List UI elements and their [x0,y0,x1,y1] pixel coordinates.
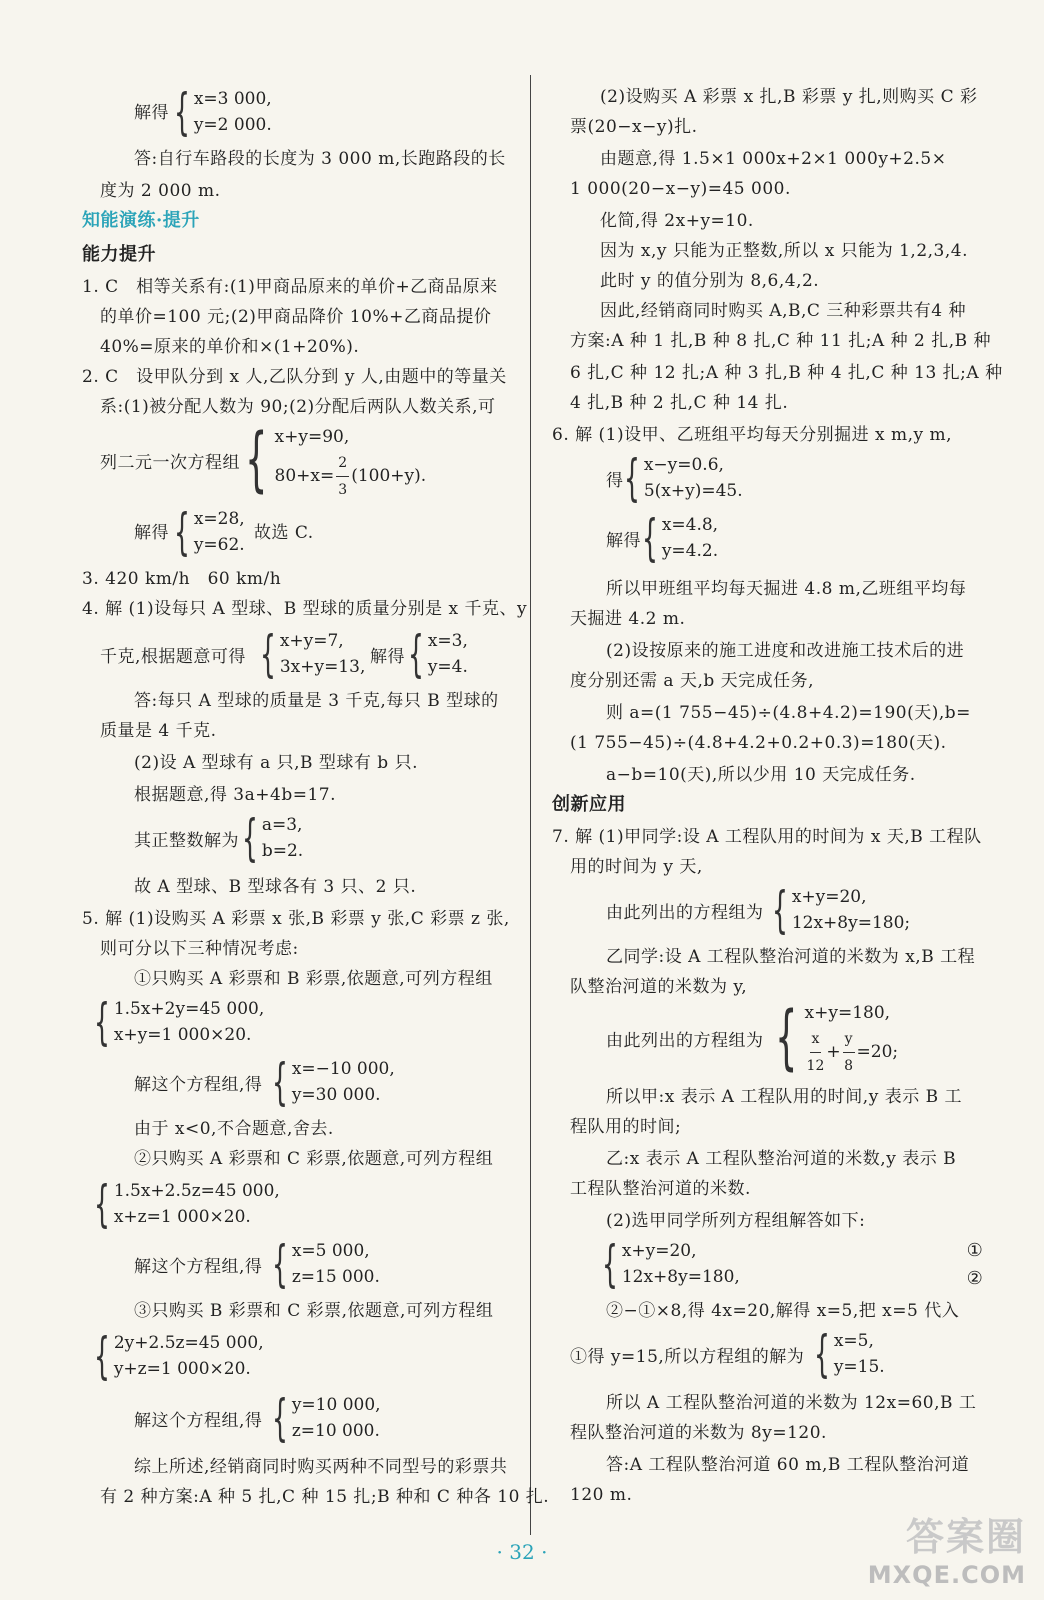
brace-icon: { [93,993,110,1051]
equation-system: { x−y=0.6, 5(x+y)=45. [623,449,743,507]
brace-icon: { [271,1053,288,1111]
text-line: 120 m. [570,1485,633,1505]
text-line: 系:(1)被分配人数为 90;(2)分配后两队人数关系,可 [100,397,496,417]
brace-icon: { [623,449,640,507]
text-line: 票(20−x−y)扎. [570,117,698,137]
equation-system: { x=3, y=4. [407,625,468,683]
equation-system: { a=3, b=2. [241,809,304,867]
equation-system: { 1.5x+2y=45 000, x+y=1 000×20. [93,993,265,1051]
text-line: 6. 解 (1)设甲、乙班组平均每天分别掘进 x m,y m, [552,425,953,445]
brace-icon: { [271,1389,288,1447]
brace-icon: { [601,1235,618,1293]
equation-system: { x+y=180, $\frac{x}{12}$ + $\frac{y}{8}$ =20; [775,996,899,1078]
text-line: 40%=原来的单价和×(1+20%). [100,337,360,357]
text-line: 因此,经销商同时购买 A,B,C 三种彩票共有4 种 [600,301,967,321]
text-line: a−b=10(天),所以少用 10 天完成任务. [606,765,916,785]
watermark-logo [866,1506,1026,1592]
text-line: ③只购买 B 彩票和 C 彩票,依题意,可列方程组 [134,1301,494,1321]
equation-system: { y=10 000, z=10 000. [271,1389,381,1447]
text-line: 化简,得 2x+y=10. [600,211,754,231]
text-line: 由此列出的方程组为 [606,1031,764,1051]
text-line: 千克,根据题意可得 [100,647,246,667]
text-line: 4 扎,B 种 2 扎,C 种 14 扎. [570,393,789,413]
brace-icon: { [771,881,788,939]
text-line: 7. 解 (1)甲同学:设 A 工程队用的时间为 x 天,B 工程队 [552,827,982,847]
text-line: 2. C 设甲队分到 x 人,乙队分到 y 人,由题中的等量关 [82,367,507,387]
text-line: 方案:A 种 1 扎,B 种 8 扎,C 种 11 扎;A 种 2 扎,B 种 [570,331,992,351]
text-line: ②只购买 A 彩票和 C 彩票,依题意,可列方程组 [134,1149,494,1169]
text-line: 天掘进 4.2 m. [570,609,686,629]
text-line: 5. 解 (1)设购买 A 彩票 x 张,B 彩票 y 张,C 彩票 z 张, [82,909,510,929]
text-line: 由此列出的方程组为 [606,903,764,923]
brace-icon: { [241,809,258,867]
text-line: 队整治河道的米数为 y, [570,977,748,997]
text-line: 解这个方程组,得 [134,1075,263,1095]
text-line: 此时 y 的值分别为 8,6,4,2. [600,271,820,291]
brace-icon: { [775,996,798,1078]
text-line: 解得 [606,531,641,551]
text-line: 有 2 种方案:A 种 5 扎,C 种 15 扎;B 种和 C 种各 10 扎. [100,1487,550,1507]
column-divider [530,75,531,1535]
brace-icon: { [93,1175,110,1233]
text-line: 答:自行车路段的长度为 3 000 m,长跑路段的长 [134,149,506,169]
brace-icon: { [407,625,424,683]
text-line: (2)设 A 型球有 a 只,B 型球有 b 只. [134,753,419,773]
text-line: 所以甲:x 表示 A 工程队用的时间,y 表示 B 工 [606,1087,963,1107]
text-line: 综上所述,经销商同时购买两种不同型号的彩票共 [134,1457,508,1477]
text-line: 根据题意,得 3a+4b=17. [134,785,336,805]
brace-icon: { [93,1327,110,1385]
section-title: 知能演练·提升 [82,210,200,231]
brace-icon: { [173,503,190,561]
equation-system: { x+y=7, 3x+y=13, [259,625,366,683]
brace-icon: { [173,83,190,141]
text-line: 故选 C. [254,523,314,543]
text-line: ①只购买 A 彩票和 B 彩票,依题意,可列方程组 [134,969,493,989]
text-line: 解得 [134,103,169,123]
text-line: 的单价=100 元;(2)甲商品降价 10%+乙商品提价 [100,307,492,327]
equation-system: { x=4.8, y=4.2. [641,509,719,567]
text-line: (2)设购买 A 彩票 x 扎,B 彩票 y 扎,则购买 C 彩 [600,87,978,107]
text-line: 1. C 相等关系有:(1)甲商品原来的单价+乙商品原来 [82,277,498,297]
text-line: 所以 A 工程队整治河道的米数为 12x=60,B 工 [606,1393,977,1413]
brace-icon: { [245,418,268,500]
equation-number: ① [966,1240,984,1261]
text-line: 所以甲班组平均每天掘进 4.8 m,乙班组平均每 [606,579,967,599]
text-line: (2)设按原来的施工进度和改进施工技术后的进 [606,641,965,661]
text-line: 因为 x,y 只能为正整数,所以 x 只能为 1,2,3,4. [600,241,968,261]
equation-system: { x=−10 000, y=30 000. [271,1053,395,1111]
text-line: 则可分以下三种情况考虑: [100,939,299,959]
text-line: 4. 解 (1)设每只 A 型球、B 型球的质量分别是 x 千克、y [82,599,528,619]
text-line: (1 755−45)÷(4.8+4.2+0.2+0.3)=180(天). [570,733,947,753]
subsection-title: 创新应用 [552,794,626,815]
text-line: 1 000(20−x−y)=45 000. [570,179,791,199]
equation-number: ② [966,1268,984,1289]
text-line: 程队整治河道的米数为 8y=120. [570,1423,827,1443]
brace-icon: { [813,1325,830,1383]
text-line: 乙同学:设 A 工程队整治河道的米数为 x,B 工程 [606,947,976,967]
text-line: 由题意,得 1.5×1 000x+2×1 000y+2.5× [600,149,947,169]
equation-system: { x=28, y=62. [173,503,245,561]
text-line: 解这个方程组,得 [134,1411,263,1431]
equation-system: { x+y=90, 80+x= $\frac{2}{3}$ (100+y). [245,418,427,500]
text-line: 列二元一次方程组 [100,453,240,473]
text-line: 程队用的时间; [570,1117,682,1137]
text-line: 乙:x 表示 A 工程队整治河道的米数,y 表示 B [606,1149,957,1169]
text-line: 3. 420 km/h 60 km/h [82,569,282,589]
text-line: 工程队整治河道的米数. [570,1179,751,1199]
equation-system: { x=5 000, z=15 000. [271,1235,380,1293]
watermark-text: 答案圈 [905,1515,1026,1559]
text-line: ①得 y=15,所以方程组的解为 [570,1347,805,1367]
text-line: ②−①×8,得 4x=20,解得 x=5,把 x=5 代入 [606,1301,960,1321]
text-line: 度分别还需 a 天,b 天完成任务, [570,671,815,691]
text-line: 解得 [370,647,405,667]
text-line: 质量是 4 千克. [100,721,217,741]
text-line: 故 A 型球、B 型球各有 3 只、2 只. [134,877,417,897]
brace-icon: { [259,625,276,683]
text-line: 答:每只 A 型球的质量是 3 千克,每只 B 型球的 [134,691,499,711]
equation-system: { x+y=20, 12x+8y=180, [601,1235,740,1293]
text-line: 6 扎,C 种 12 扎;A 种 3 扎,B 种 4 扎,C 种 13 扎;A 种 [570,363,1003,383]
text-line: 其正整数解为 [134,831,239,851]
equation-system: { x+y=20, 12x+8y=180; [771,881,911,939]
equation-system: { x=5, y=15. [813,1325,885,1383]
text-line: 答:A 工程队整治河道 60 m,B 工程队整治河道 [606,1455,970,1475]
text-line: 用的时间为 y 天, [570,857,703,877]
text-line: 解得 [134,523,169,543]
text-line: 由于 x<0,不合题意,舍去. [134,1119,334,1139]
subsection-title: 能力提升 [82,244,156,265]
text-line: 得 [606,471,624,491]
brace-icon: { [641,509,658,567]
text-line: (2)选甲同学所列方程组解答如下: [606,1211,866,1231]
brace-icon: { [271,1235,288,1293]
text-line: 解这个方程组,得 [134,1257,263,1277]
text-line: 度为 2 000 m. [100,181,221,201]
watermark-url: MXQE.COM [867,1561,1026,1589]
page-number: · 32 · [496,1540,548,1564]
equation-system: { 1.5x+2.5z=45 000, x+z=1 000×20. [93,1175,280,1233]
equation-system: { x=3 000, y=2 000. [173,83,272,141]
text-line: 则 a=(1 755−45)÷(4.8+4.2)=190(天),b= [606,703,971,723]
equation-system: { 2y+2.5z=45 000, y+z=1 000×20. [93,1327,264,1385]
